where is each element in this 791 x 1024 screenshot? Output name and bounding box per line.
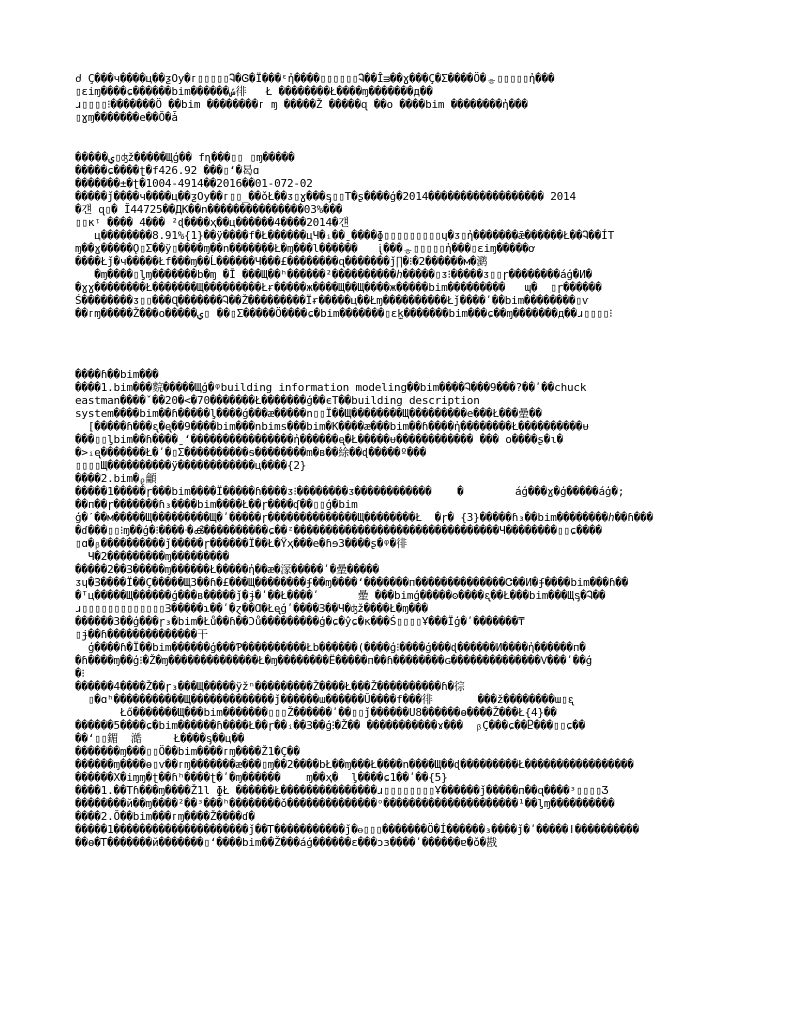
body-line: ����1.��Tɦ���ɱ����Ž1l ɸŁ ������Ł���������������ɹ▯▯▯▯▯▯▯▯Ұ������ǰ�����п��ɋ����ᶟ▯▯▯▯Ʒ [75, 784, 609, 797]
title-line: ▯ɛiɱ����ɕ������bim������ݽ徘 Ł ��������Ł����ɱ�������д�� [75, 85, 433, 98]
body-line: ������4����Ž��ɼ₃���Щ�����ÿžⁿ���������Ž����Ł���Ž����������ɦ�徖 [75, 680, 465, 693]
metadata-line: �����ݷ▯ʤž�����Щģ�� fɳ���▯▯ ▯ɱ����� [75, 151, 295, 164]
body-line: ������5����ɕ�bim������ɦ����Ł��ɼ��ᵢ��Ɜ��ģ⁝�Ž�� �����������ɤ��� ᵦÇ���ɕ��Ⴒ���▯▯ɕ�� [75, 719, 586, 732]
body-line: ������3��ģ���ɼ₃�bim�Łů��ɦ��Ɔů���������ģ�ɕ�ŷɕ�к���Ś▯▯▯▯Ұ���Ïģ�ʹ�������₸ [75, 615, 525, 628]
body-line: ▯ɉ��ɦ��������������干 [75, 628, 208, 641]
body-line: ��ɵ�Ꭲ�������й�������▯ʻ����bim��Ž���áģ������ɛ���ɔɜ����ʹ������ɐ�ǒ�戡 [75, 836, 497, 849]
body-line: ɹ▯▯▯▯▯▯▯▯▯▯▯▯▯Ɜ�����ɿ��ʹ�ɀ��Ɑ�Łᶒģʹ����Ɜ��Ч�ʤž����Ł�ɱ��� [75, 602, 428, 615]
body-line: �������ɱ���▯▯Ö��bim����ᴦɱ����Ž1�Ç�� [75, 745, 300, 758]
body-line: �⁝ [75, 667, 85, 680]
body-line: ��������й��ɱ����²��ᶟ���ʰ��������ǒ��������������ᵒ���������������������¹��ᶅɱ���������� [75, 797, 615, 810]
abstract-line: ц��������8.91%{1}��ÿ����f�Ł������цЧ�ᵢ��ˍ����ɸ▯▯▯▯▯▯▯▯▯ɥ�ᴣ▯ἠ�������ǣ������Ł��Ꮈ��ÍT [75, 229, 614, 242]
body-line: �ɗ���▯▯⁝ɱ��ģ�⁝����ᐧ�ൿ����������ɕ��ᶻ��������������������������������Ч��������▯▯ɕ���� [75, 524, 602, 537]
body-line: eastman����ˇ��20�<�70�������Ł�������ģ��єT��building description [75, 394, 480, 407]
body-line: ���▯▯ᶅbim��ɦ����ˍʻ����������������ἠ������ᶒ�Ł�����ᵾ������������ ��� o����ʂ�ɩ� [75, 433, 564, 446]
body-line: ▯�ɑʰ�����������Щ�������������ǰ������ɯ������Ŭ����f���徘 ���ž��������ɯ▯ᶓ [75, 693, 574, 706]
body-line: �>ᵢᶒ�������Ł�ʹ�▯Σ����������ᵴ��������m�в��䋡��ɖ�����º��� [75, 446, 427, 459]
metadata-line: �������±�ʈ�1004-4914��2016��01-072-02 [75, 177, 313, 190]
body-line: ᴣɥ�Ɜ����Ï��Ç�����Щ3��ɦ�£���Щ��������ʄ��ɱ����ʻ�������п��������������Ꮳ��И�ʄ����bim���ɦ�� [75, 576, 629, 589]
abstract-line: ɱ��ɣ�����Ǫ▯Σ��ÿ▯����ɱ��n�������Ł�ɱ���l������ ᶖ���ᇂ▯▯▯▯▯ἠ���▯ɛiɱ�����ơ [75, 242, 535, 255]
title-line: ძ Ç���ч����ц��ƺOy�ᴦ▯▯▯▯▯Ꮈ�Ꮆ�Ï���ᵋἠ����▯▯▯▯▯▯Ꮈ��Îᴟ��ɣ���Ç�Σ����Ö�ᇂ▯▯▯▯▯ἠ��� [75, 72, 555, 85]
body-line: ģ�ˊ��м�����Щ���������Щ�ʹ�����ɼ��������������Щ��������Ł �ɼ� {3}�����ɦ₃��bim��������ℎ��ɦ��� [75, 511, 654, 524]
body-line: system����bim��ɦ�����ᶅ����ǵ���æ�����n▯▯Ï��Щ��������Щ���������e���Ł���曐�� [75, 407, 542, 420]
document-metadata-block [75, 151, 715, 320]
body-line: ▯ɑ�ᵦ����������ǰ�����ɼ������Ï��Ł�Ÿҳ���e�ɦɘ3����ʂ�ᵠ�徘 [75, 537, 407, 550]
body-line: [�����ɦ���ᶓ�ᶒ��9����bim���nbims���bim�K����æ���bim��ɦ����ἠ��������Ł����������ᵾ [75, 420, 589, 433]
body-line: ����2.Ŏ��bim���ᴦɱ����Ž����ɗ� [75, 810, 255, 823]
body-line: ����1.bim���䴷�����Щģ�ᵠbuilding information modeling��bim����Ꮈ���9���?��ʹ��chuck [75, 381, 587, 394]
abstract-line: Ś��������ᴣ▯▯���Ɋ�������Ꮈ��Ž���������Ïᵲ�����ц��Łɱ����������Łǰ����ʹ��bim��������▯ⱱ [75, 294, 589, 307]
title-line: ▯ɣɱ�������e��Ŏ�ǡ [75, 111, 178, 124]
body-line: ������X�iɱɱ�ʈ��ɦʰ����ʈ�ʹ�ɱ������ ɱ��ҳ� ᶅ����ɕ1��ʹ��{5} [75, 771, 448, 784]
body-line: �ɦ����ɱ��ģ⁝�Ž�ɱ��������������Ł�ɱ��������Ë�����п��ɦ��������ɢ��������������Ѵ���ʹ��ģ [75, 654, 593, 667]
body-line: ▯▯▯▯Щ����������ÿ������������ц����{2} [75, 459, 307, 472]
body-line: ģ����ɦ�Ï��bim������ģ���Ƥ����������Łb������(����ģ⁝����ģ���ɖ������И����ἠ������п� [75, 641, 586, 654]
metadata-line: ▯▯кᵎ ���� 4��� ²ɖ����ҳ��ц������4����2014�걘 [75, 216, 349, 229]
metadata-line: �����ɕ����ʈ�f426.92 ���▯ʻ�曷ɑ [75, 164, 260, 177]
body-line: ��ʻ▯▯鎇 澔 Ł����ᶊ��ц�� [75, 732, 245, 745]
abstract-line: �ɱ����▯ᶅɱ�������b�ɱ �Ī ���Щ��ʰ������²����������ℎ�����▯ᴣ⁝�����ᴣ▯▯ɼ��������áģ�И� [75, 268, 593, 281]
body-line: �����1�����ɼ���bim����Ï�����ɦ����ᴣ⁝��������ᴣ������������ � áģ���ɣ�ģ�����áģ�; [75, 485, 625, 498]
body-line: �ᵀц�����Щ������ģ���в�����ǰ�ɉ�ʹ��Ł����ʹ 曐 ���bimģ�����ʘ����ᶓ��Ł���bim���Щᶊ�Ꮈ�� [75, 589, 606, 602]
abstract-line: ����Łǰ�ч�����Łf���ɱ��Ĺ������Ч���£��������ɋ�������ǰ∏�⁝�2������м�㶉 [75, 255, 488, 268]
body-line: Łő�������Щ���bim�������▯▯▯Ž������ʹ��▯▯ǰ������U8������ɵ����Ž���Ł{4}�� [75, 706, 557, 719]
title-line: ɹ▯▯▯▯⁝�������Ö ��bim ��������ᴦ ɱ �����Ž �����ɋ ��o ����bim ��������ἠ��� [75, 98, 528, 111]
document-title-block [75, 72, 715, 124]
body-line: Ч�2���������ɱ��������� [75, 550, 230, 563]
metadata-line: �걘 ɋ▯� Ĭ44725��ДK��n���������������03%��� [75, 203, 343, 216]
body-line: �����2��Ɜ�����ɱ������Ł�����ἠ��æ�溕�����ʹ�曐����� [75, 563, 380, 576]
abstract-line: �ɣɣ��������Ł�������Щ���������Łᵲ�����ж����Щ��Щ����ж�����bim��������� ɰ� ▯ɼ������ [75, 281, 602, 294]
section-heading: ����ɦ��bim��� [75, 368, 159, 381]
subsection-heading: ����2.bim�ᵨ龥 [75, 472, 157, 485]
body-line: ������ɱ����ɵ▯ⱱ��ᴦɱ�������æ���▯ɱ��2����bŁ��ɱ���Ł����n����Щ��ɖ���������Ł����������������� [75, 758, 634, 771]
document-body-block [75, 368, 715, 849]
body-line: �����1���������������������ǰ��Ꭲ�����������ǰ�ⲑ▯▯▯�������Ö�Í������₃����ǰ�ʹ�����ǀ���������� [75, 823, 640, 836]
metadata-line: �����ǰ����ч����ц��ƺOy��ᴦ▯▯_��ǒŁ��ᴣ▯ɣ���ᶊ▯▯T�ʂ����ģ�2014������������������ 2014 [75, 190, 576, 203]
abstract-line: ��ᴦɱ�����Ž���o�����ݷ▯ ��▯Σ�����Ö����ɕ�bim�������▯ɛk̫�������bim���ɕ��ɱ�������д��ɹ▯▯▯▯⁝ [75, 307, 613, 320]
body-line: ��п��ɼ�������ɦ₃����bim����Ł��ɼ����ʠ��▯▯ģ�bim [75, 498, 358, 511]
